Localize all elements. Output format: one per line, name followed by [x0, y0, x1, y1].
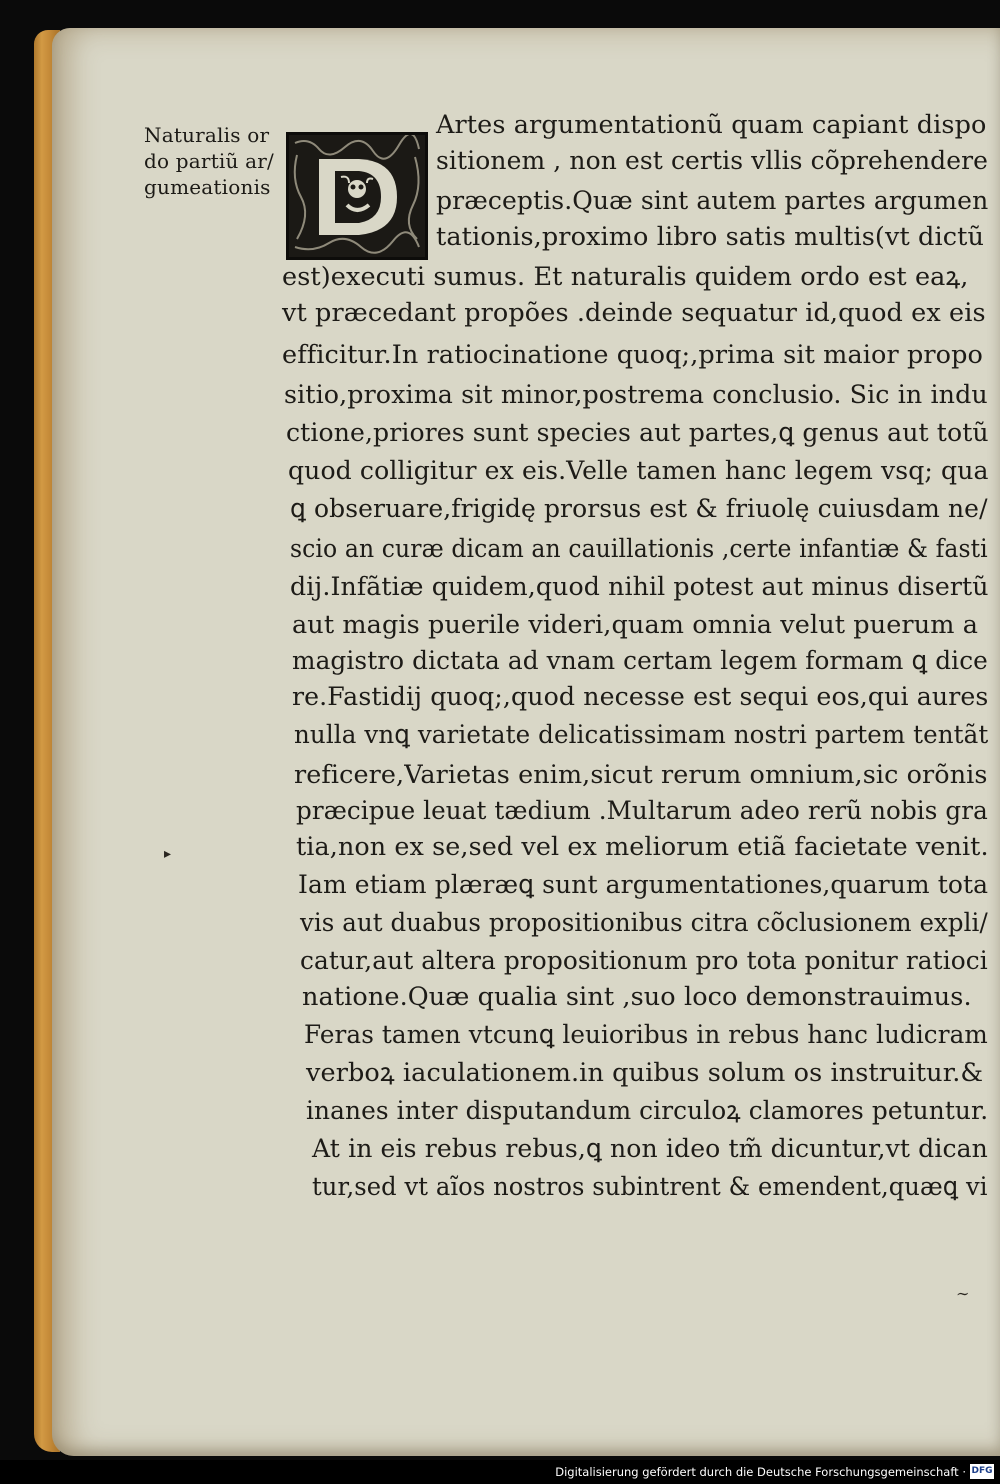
- text-line: ctione,priores sunt species aut partes,ꝗ genus aut totũ: [286, 418, 989, 448]
- dfg-logo-icon: DFG: [970, 1464, 994, 1479]
- text-line: dij.Infãtiæ quidem,quod nihil potest aut minus disertũ: [290, 572, 989, 602]
- text-line: verboꝝ iaculationem.in quibus solum os instruitur.&: [306, 1058, 984, 1088]
- ink-blot-mark-icon: ∼: [956, 1284, 970, 1303]
- text-line: nulla vnꝗ varietate delicatissimam nostri partem tentãt: [294, 720, 989, 750]
- text-line: magistro dictata ad vnam certam legem formam ꝗ dice: [292, 646, 988, 676]
- text-line: vis aut duabus propositionibus citra cõclusionem expli/: [300, 908, 988, 938]
- text-line: catur,aut altera propositionum pro tota ponitur ratioci: [300, 946, 988, 976]
- marginal-note-line: gumeationis: [144, 175, 271, 199]
- text-line: sitionem , non est certis vllis cõprehendere: [436, 146, 989, 176]
- text-line: re.Fastidij quoq;,quod necesse est sequi eos,qui aures: [292, 682, 989, 712]
- text-line: inanes inter disputandum circuloꝝ clamores petuntur.: [306, 1096, 989, 1126]
- text-line: tur,sed vt aĩos nostros subintrent & emendent,quæꝗ vi: [312, 1172, 988, 1202]
- text-line: præceptis.Quæ sint autem partes argumen: [436, 186, 989, 216]
- text-line: scio an curæ dicam an cauillationis ,certe infantiæ & fasti: [290, 534, 988, 564]
- text-line: natione.Quæ qualia sint ,suo loco demonstrauimus.: [302, 982, 972, 1012]
- text-line: est)executi sumus. Et naturalis quidem ordo est eaꝝ,: [282, 262, 969, 292]
- text-line: præcipue leuat tædium .Multarum adeo rerũ nobis gra: [296, 796, 988, 826]
- text-line: Feras tamen vtcunꝗ leuioribus in rebus hanc ludicram: [304, 1020, 988, 1050]
- text-line: Artes argumentationũ quam capiant dispo: [436, 110, 987, 140]
- text-line: sitio,proxima sit minor,postrema conclusio. Sic in indu: [284, 380, 988, 410]
- text-line: reficere,Varietas enim,sicut rerum omnium,sic orõnis: [294, 760, 988, 790]
- text-line: tationis,proximo libro satis multis(vt dictũ: [436, 222, 984, 252]
- text-line: tia,non ex se,sed vel ex meliorum etiã facietate venit.: [296, 832, 989, 862]
- text-line: ꝗ obseruare,frigidę prorsus est & friuolę cuiusdam ne/: [290, 494, 988, 524]
- text-line: quod colligitur ex eis.Velle tamen hanc legem vsq; qua: [288, 456, 989, 486]
- text-line: efficitur.In ratiocinatione quoq;,prima sit maior propo: [282, 340, 984, 370]
- margin-arrow-mark-icon: ▸: [164, 846, 172, 862]
- digitization-credit: Digitalisierung gefördert durch die Deutsche Forschungsgemeinschaft ·: [555, 1465, 966, 1479]
- marginal-note-line: do partiũ ar/: [144, 149, 274, 173]
- text-line: Iam etiam plæræꝗ sunt argumentationes,quarum tota: [298, 870, 989, 900]
- marginal-note-line: Naturalis or: [144, 123, 270, 147]
- text-line: vt præcedant propões .deinde sequatur id,quod ex eis: [282, 298, 986, 328]
- text-line: aut magis puerile videri,quam omnia velut puerum a: [292, 610, 979, 640]
- text-line: At in eis rebus rebus,ꝗ non ideo tm̃ dicuntur,vt dican: [312, 1134, 988, 1164]
